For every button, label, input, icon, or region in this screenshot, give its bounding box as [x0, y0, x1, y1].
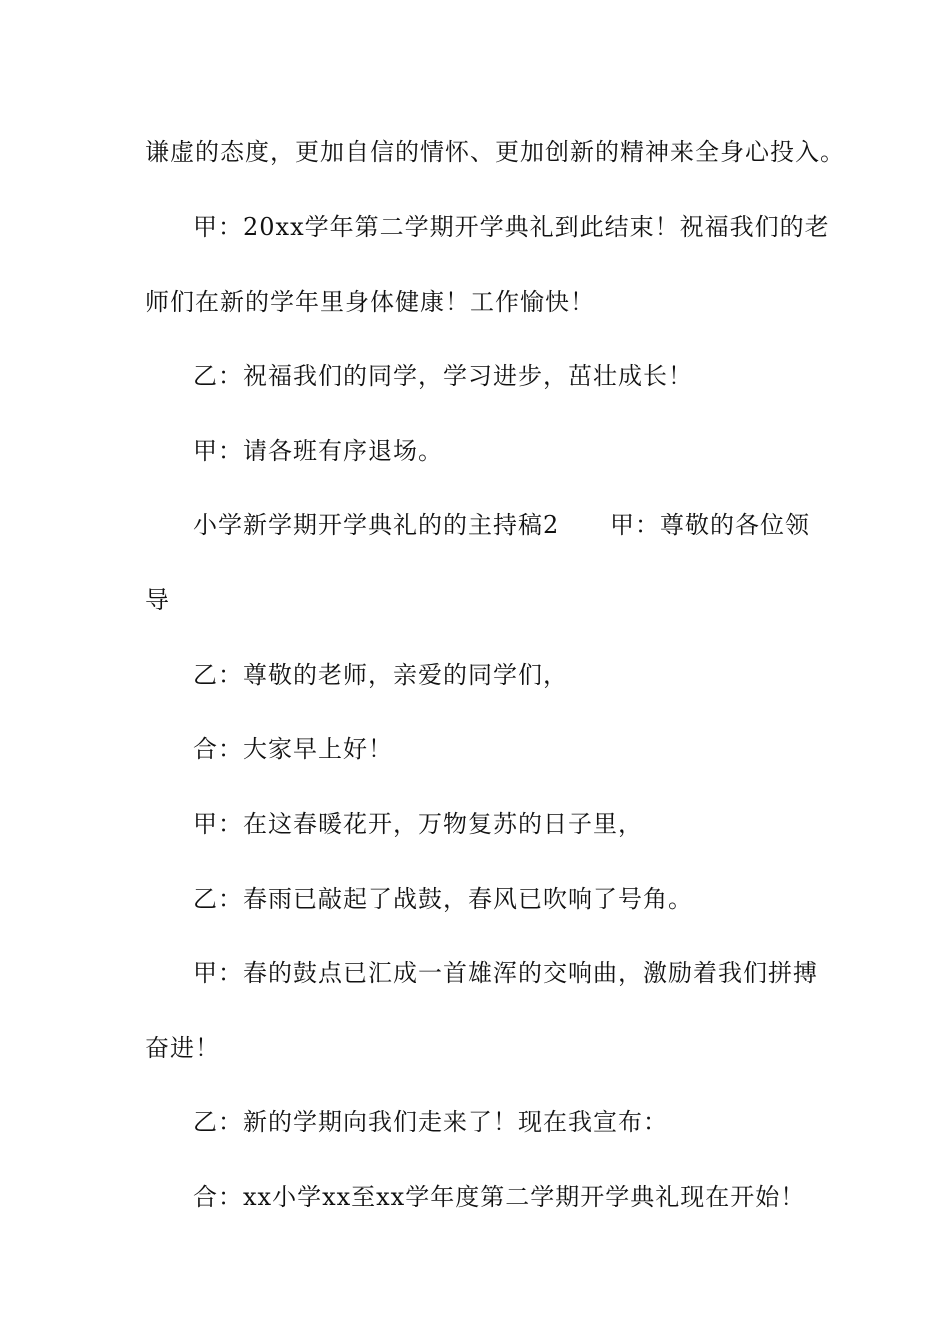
line-text: 乙：新的学期向我们走来了！现在我宣布： [193, 1108, 668, 1136]
line-text: 甲：请各班有序退场。 [193, 437, 443, 465]
paragraph-line [0, 1177, 950, 1217]
line-text: 甲：尊敬的各位领 [610, 511, 810, 539]
paragraph-line [0, 1028, 950, 1068]
line-text: 导 [145, 586, 170, 614]
paragraph-line [0, 356, 950, 396]
line-text: 合：大家早上好！ [193, 735, 393, 763]
line-text: 甲：20xx学年第二学期开学典礼到此结束！祝福我们的老 [193, 213, 830, 241]
paragraph-line [0, 879, 950, 919]
paragraph-line [0, 282, 950, 322]
line-text: 乙：尊敬的老师，亲爱的同学们， [193, 661, 568, 689]
paragraph-line [0, 655, 950, 695]
paragraph-line [0, 1102, 950, 1142]
paragraph-line [0, 953, 950, 993]
line-text: 合：xx小学xx至xx学年度第二学期开学典礼现在开始！ [193, 1183, 806, 1211]
paragraph-line [0, 804, 950, 844]
line-text: 甲：在这春暖花开，万物复苏的日子里， [193, 810, 643, 838]
line-text: 乙：祝福我们的同学，学习进步，茁壮成长！ [193, 362, 693, 390]
section-title: 小学新学期开学典礼的的主持稿2 [193, 511, 560, 539]
line-text: 师们在新的学年里身体健康！工作愉快！ [145, 288, 595, 316]
paragraph-line [0, 207, 950, 247]
section-title-line [0, 505, 950, 545]
line-text: 乙：春雨已敲起了战鼓，春风已吹响了号角。 [193, 885, 693, 913]
line-text: 甲：春的鼓点已汇成一首雄浑的交响曲，激励着我们拼搏 [193, 959, 818, 987]
line-text: 谦虚的态度，更加自信的情怀、更加创新的精神来全身心投入。 [145, 138, 845, 166]
paragraph-line [0, 132, 950, 172]
paragraph-line [0, 580, 950, 620]
line-text: 奋进！ [145, 1034, 220, 1062]
paragraph-line [0, 729, 950, 769]
paragraph-line [0, 431, 950, 471]
